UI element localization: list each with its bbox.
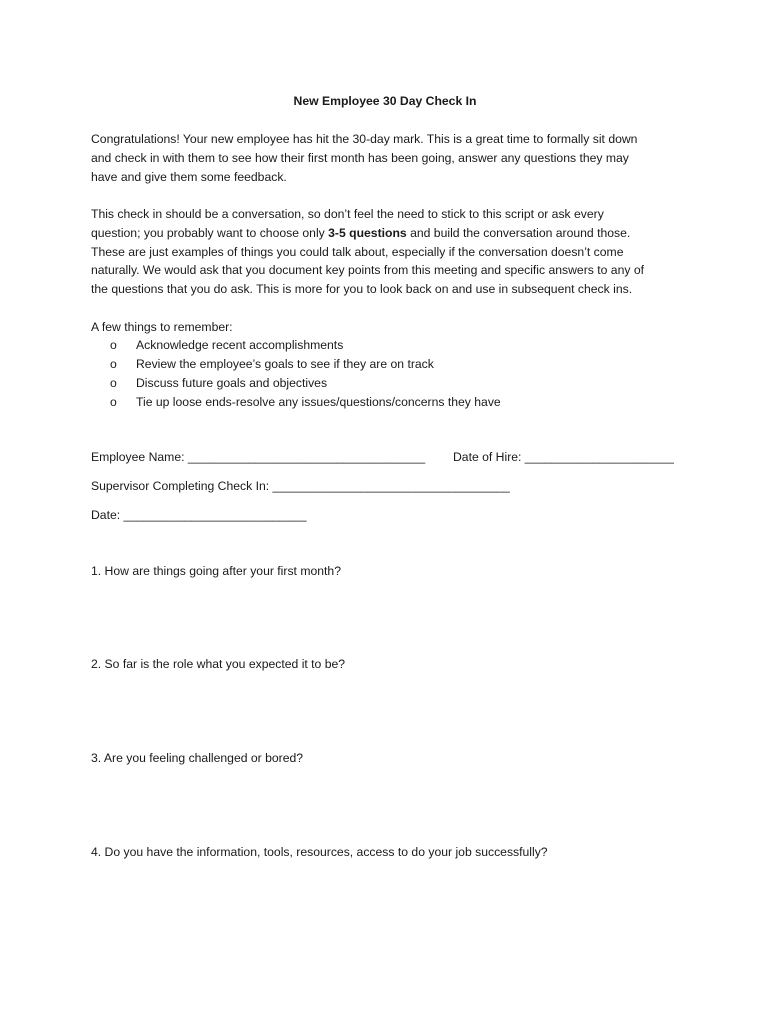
list-item-text: Review the employee’s goals to see if they are on track [136,357,434,371]
list-item-text: Discuss future goals and objectives [136,376,328,390]
guidance-line: These are just examples of things you could talk about, especially if the conversation doesn’t come [91,244,624,259]
list-item [110,355,501,374]
remember-heading: A few things to remember: [91,320,233,334]
question-2: 2. So far is the role what you expected it to be? [91,657,346,671]
intro-paragraph [91,130,691,186]
remember-list [110,336,501,412]
guidance-line: and build the conversation around those. [406,225,631,240]
question-3: 3. Are you feeling challenged or bored? [91,751,304,765]
guidance-line: question; you probably want to choose only [91,225,329,240]
guidance-paragraph [91,205,691,299]
question-4: 4. Do you have the information, tools, resources, access to do your job successfully? [91,845,548,859]
list-item [110,393,501,412]
bullet-mark: o [110,376,117,390]
intro-line: and check in with them to see how their first month has been going, answer any questions they may [91,150,629,165]
intro-line: Congratulations! Your new employee has hit the 30-day mark. This is a great time to formally sit down [91,132,638,146]
supervisor-field[interactable]: Supervisor Completing Check In: ___________________________________ [91,479,510,493]
guidance-line: naturally. We would ask that you document key points from this meeting and specific answers to any of [91,263,645,278]
date-field[interactable]: Date: ___________________________ [91,508,307,522]
document-title: New Employee 30 Day Check In [293,94,477,108]
list-item [110,374,501,393]
date-of-hire-field[interactable]: Date of Hire: ______________________ [453,450,674,464]
guidance-emphasis: 3-5 questions [328,225,407,240]
bullet-mark: o [110,338,117,352]
question-1: 1. How are things going after your first month? [91,564,341,578]
bullet-mark: o [110,357,117,371]
guidance-line: the questions that you do ask. This is more for you to look back on and use in subsequent check ins. [91,282,633,297]
list-item-text: Acknowledge recent accomplishments [136,338,344,352]
employee-name-field[interactable]: Employee Name: ___________________________________ [91,450,426,464]
intro-line: have and give them some feedback. [91,169,287,184]
guidance-line: This check in should be a conversation, so don’t feel the need to stick to this script or ask every [91,207,604,221]
list-item [110,336,501,355]
list-item-text: Tie up loose ends-resolve any issues/questions/concerns they have [136,395,501,409]
bullet-mark: o [110,395,117,409]
